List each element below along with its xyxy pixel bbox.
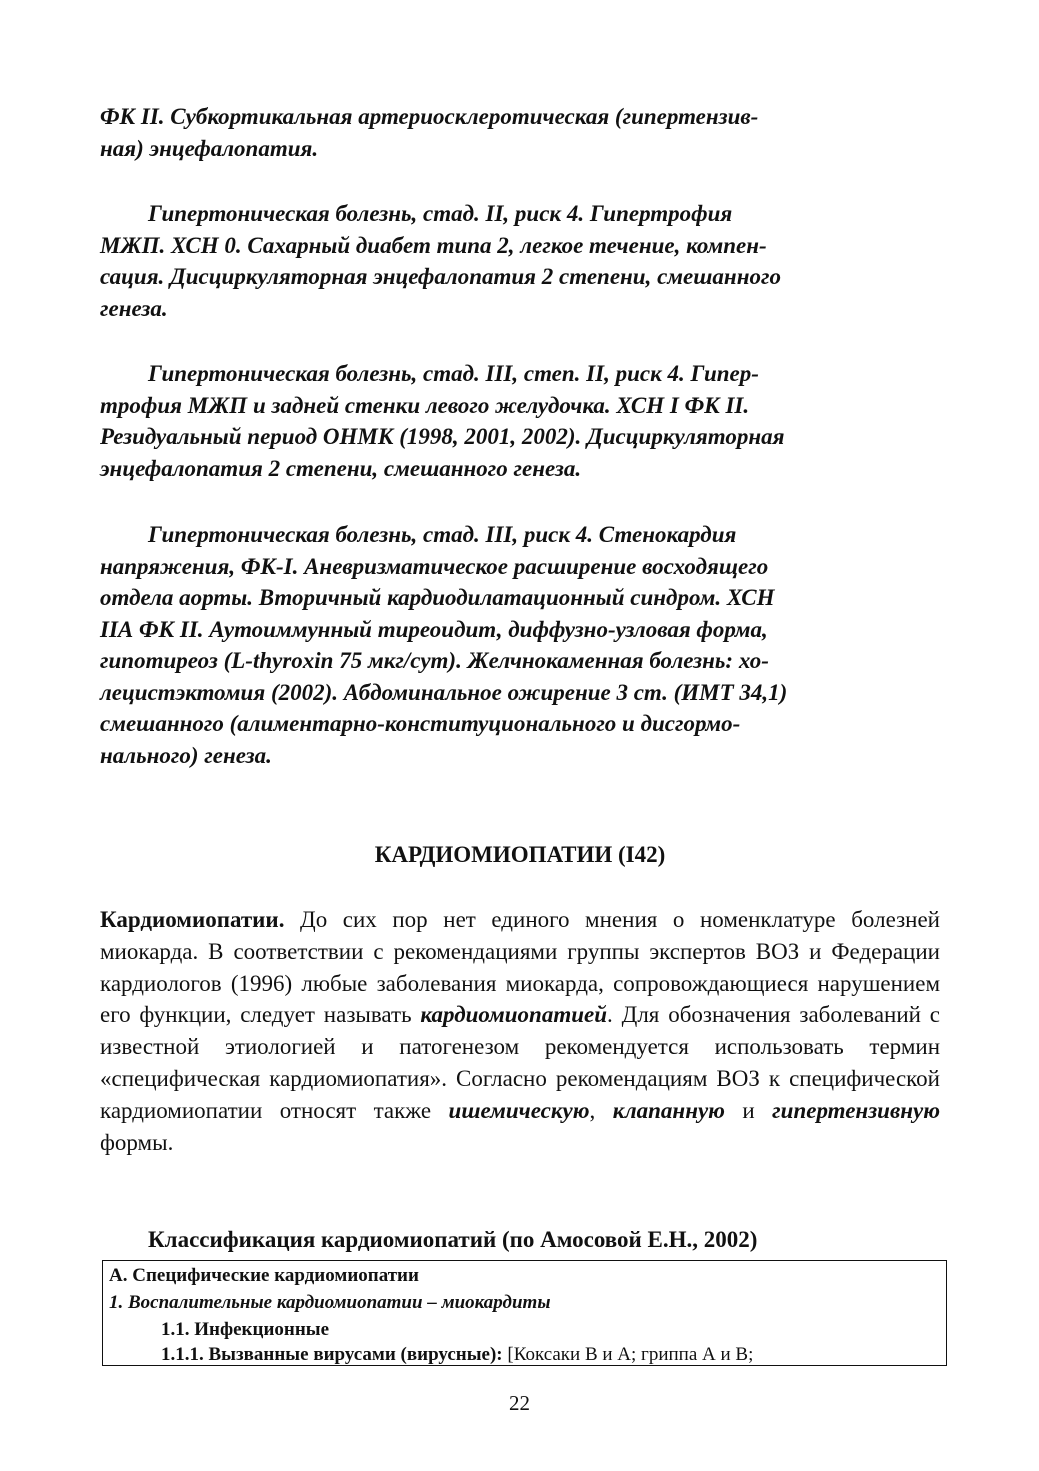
body-text: ,	[589, 1097, 613, 1123]
paragraph-line: Гипертоническая болезнь, стад. III, риск 4. Стенокардия	[148, 522, 737, 547]
emphasis-term: ишемическую	[448, 1097, 590, 1123]
paragraph-line: смешанного (алиментарно-конституционального и дисгормо-	[100, 711, 741, 736]
paragraph-line: напряжения, ФК-I. Аневризматическое расширение восходящего	[100, 553, 769, 579]
page-number: 22	[509, 1391, 530, 1415]
table-row: 1.1. Инфекционные	[161, 1319, 330, 1340]
paragraph-line: генеза.	[100, 295, 168, 321]
paragraph-line: отдела аорты. Вторичный кардиодилатационный синдром. ХСН	[100, 585, 775, 610]
emphasis-term: кардиомиопатией	[420, 1002, 608, 1028]
diagnosis-paragraph-1	[100, 101, 940, 164]
paragraph-line: ная) энцефалопатия.	[100, 135, 319, 161]
table-row: А. Специфические кардиомиопатии	[109, 1265, 419, 1286]
table-row: 1. Воспалительные кардиомиопатии – миокардиты	[109, 1292, 551, 1313]
paragraph-line: нального) генеза.	[100, 742, 272, 768]
table-title: Классификация кардиомиопатий (по Амосовой Е.Н., 2002)	[148, 1227, 758, 1252]
diagnosis-paragraph-2	[100, 198, 940, 324]
table-row	[161, 1344, 753, 1366]
paragraph-line: сация. Дисциркуляторная энцефалопатия 2 степени, смешанного	[100, 264, 781, 289]
paragraph-line: Гипертоническая болезнь, стад. III, степ. II, риск 4. Гипер-	[148, 361, 759, 386]
emphasis-term: гипертензивную	[772, 1097, 941, 1123]
body-text: . Для обозначения заболеваний с известной этиологией и патогенезом рекомендуется использовать термин «специфическая кардиомиопатия». Согласно рекомендациям ВОЗ к специфической кардиомиопатии относят также	[100, 1002, 940, 1123]
paragraph-line: энцефалопатия 2 степени, смешанного генеза.	[100, 455, 582, 481]
paragraph-line: Гипертоническая болезнь, стад. II, риск 4. Гипертрофия	[148, 201, 733, 226]
paragraph-line: гипотиреоз (L-thyroxin 75 мкг/сут). Желчнокаменная болезнь: хо-	[100, 648, 769, 673]
paragraph-line: IIА ФК II. Аутоиммунный тиреоидит, диффузно-узловая форма,	[100, 616, 768, 642]
section-heading: КАРДИОМИОПАТИИ (I42)	[374, 842, 666, 867]
table-row-label: 1.1.1. Вызванные вирусами (вирусные):	[161, 1344, 503, 1365]
paragraph-line: лецистэктомия (2002). Абдоминальное ожирение 3 ст. (ИМТ 34,1)	[100, 679, 788, 705]
body-paragraph	[100, 904, 940, 1158]
body-text: формы.	[100, 1129, 174, 1155]
body-text: До сих пор нет единого мнения о номенклатуре болезней миокарда. В соответствии с рекомендациями группы экспертов ВОЗ и Федерации кардиологов (1996) любые заболевания миокарда, сопровождающиеся нарушением его функции, следует называть	[100, 907, 940, 1028]
paragraph-line: Резидуальный период ОНМК (1998, 2001, 2002). Дисциркуляторная	[100, 424, 785, 449]
emphasis-term: клапанную	[612, 1097, 725, 1123]
table-row-text: [Коксаки В и А; гриппа А и В;	[502, 1344, 754, 1365]
paragraph-line: МЖП. ХСН 0. Сахарный диабет типа 2, легкое течение, компен-	[100, 232, 767, 258]
lead-term: Кардиомиопатии.	[100, 907, 285, 932]
body-text: и	[724, 1097, 773, 1123]
classification-table	[102, 1260, 947, 1366]
diagnosis-paragraph-3	[100, 358, 940, 484]
paragraph-line: ФК II. Субкортикальная артериосклеротическая (гипертензив-	[100, 104, 759, 129]
diagnosis-paragraph-4	[100, 519, 940, 771]
paragraph-line: трофия МЖП и задней стенки левого желудочка. ХСН I ФК II.	[100, 392, 750, 418]
